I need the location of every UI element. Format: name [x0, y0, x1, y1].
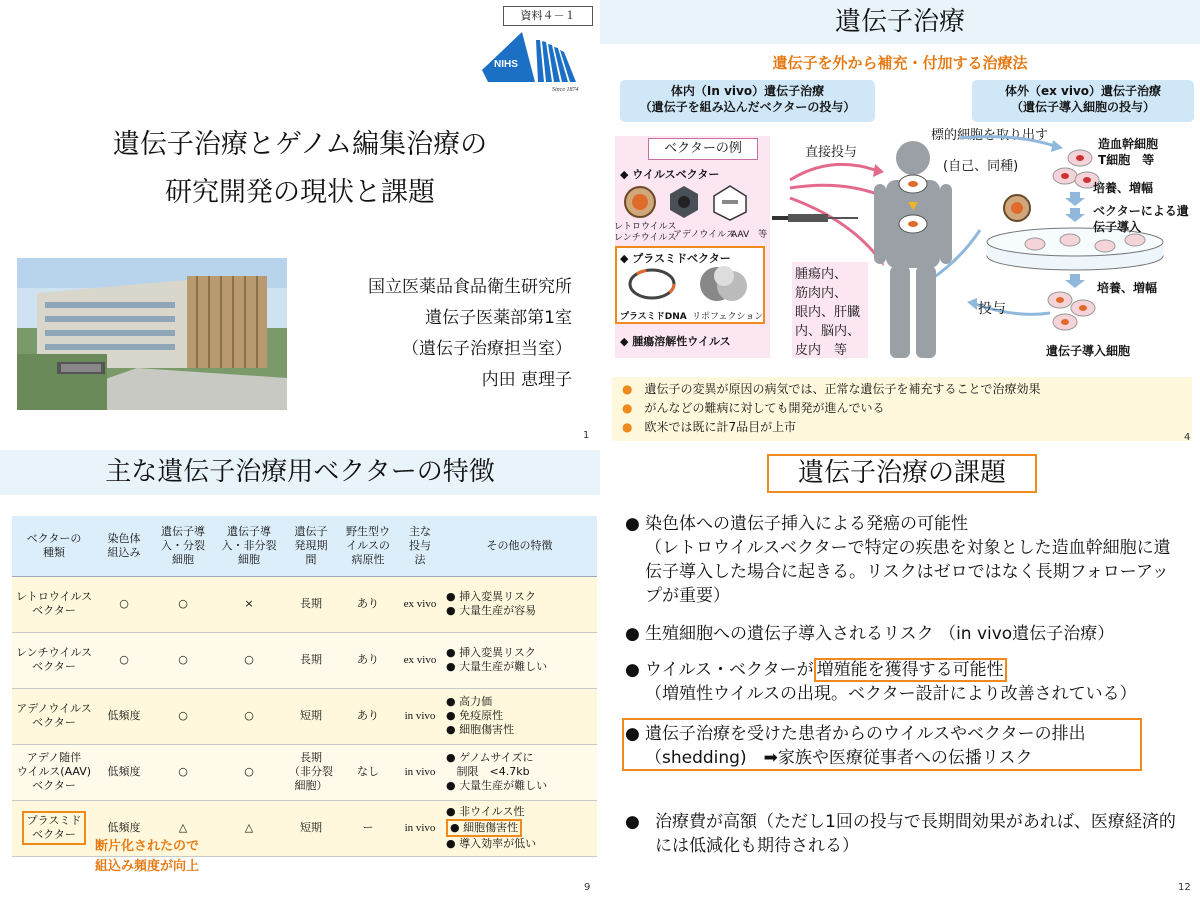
adeno-label: アデノウイルス [673, 230, 735, 240]
transduce-line2: 伝子導入 [1093, 220, 1142, 234]
cell-features: ● 高力価 ● 免疫原性 ● 細胞傷害性 [442, 688, 597, 744]
header-integration: 染色体 組込み [96, 516, 152, 576]
summary-point-1 [622, 380, 1182, 399]
page-number: 12 [1178, 882, 1191, 893]
summary-box [612, 377, 1192, 441]
title-line-1: 遺伝子治療とゲノム編集治療の [112, 129, 488, 160]
cell-integration: ○ [96, 576, 152, 632]
site-brain: 内、脳内、 [795, 324, 861, 339]
slide-title: 遺伝子治療の課題 [767, 454, 1037, 493]
author-name: 内田 恵理子 [481, 370, 572, 390]
issue-1-sub: （レトロウイルスベクターで特定の疾患を対象とした造血幹細胞に遺伝子導入した場合に起きる。リスクはゼロではなく長期フォローアップが重要） [645, 538, 1171, 606]
culture-label-1: 培養、増幅 [1093, 181, 1154, 195]
issue-3-highlight: 増殖能を獲得する可能性 [814, 658, 1007, 682]
cell-pathogenicity: あり [338, 688, 398, 744]
cell-dividing: ○ [152, 688, 214, 744]
affiliation-office: （遺伝子治療担当室） [402, 339, 572, 359]
exvivo-title: 体外（ex vivo）遺伝子治療 [1004, 84, 1162, 98]
plasmid-note [95, 837, 199, 877]
cell-name: プラスミド ベクター [12, 800, 96, 856]
header-expression: 遺伝子 発現期 間 [284, 516, 338, 576]
site-eye-liver: 眼内、肝臓 [795, 305, 861, 320]
table-header-row [12, 516, 597, 576]
retro-lenti-label [614, 222, 676, 244]
summary-text-2: がんなどの難病に対しても開発が進んでいる [644, 401, 885, 415]
cell-expression: 短期 [284, 800, 338, 856]
note-line-2: 組込み頻度が向上 [95, 859, 200, 874]
cell-integration: ○ [96, 632, 152, 688]
cell-features: ● ゲノムサイズに 制限 <4.7kb ● 大量生産が難しい [442, 744, 597, 800]
page-number: 9 [584, 882, 591, 893]
cell-route: in vivo [398, 800, 442, 856]
summary-text-3: 欧米では既に計7品目が上市 [644, 420, 797, 434]
cell-dividing: △ [152, 800, 214, 856]
culture-label-2: 培養、増幅 [1097, 281, 1158, 295]
bullet-icon: ● [625, 660, 640, 680]
bullet-icon: ● [622, 382, 633, 396]
header-dividing: 遺伝子導 入・分裂 細胞 [152, 516, 214, 576]
header-route: 主な 投与 法 [398, 516, 442, 576]
cell-name: アデノウイルス ベクター [12, 688, 96, 744]
page-number: 4 [1184, 432, 1191, 443]
admin-sites-box [792, 262, 868, 358]
site-skin: 皮内 等 [795, 343, 848, 358]
cell-pathogenicity: あり [338, 576, 398, 632]
oncolytic-virus-label: ◆ 腫瘍溶解性ウイルス [620, 335, 731, 348]
exvivo-header [972, 80, 1194, 122]
bullet-icon: ● [622, 401, 633, 415]
issue-4-line-2: （shedding) ➡家族や医療従事者への伝播リスク [645, 748, 1033, 768]
bullet-icon: ● [625, 724, 640, 744]
slide-title: 遺伝子治療 [600, 0, 1200, 44]
issue-3 [625, 658, 1185, 706]
take-out-cells-label: 標的細胞を取り出す [931, 128, 1049, 143]
cell-expression: 長期 [284, 576, 338, 632]
slide-title [0, 0, 600, 450]
cell-nondividing: △ [214, 800, 284, 856]
cell-route: in vivo [398, 688, 442, 744]
nihs-logo [480, 30, 590, 94]
exvivo-process-diagram [955, 128, 1195, 360]
building-photo [17, 258, 287, 410]
virus-vectors-icon [622, 182, 762, 222]
cell-features: ● 非ウイルス性 ● 細胞傷害性 ● 導入効率が低い [442, 800, 597, 856]
administer-label: 投与 [978, 301, 1006, 317]
cell-expression: 長期 （非分裂 細胞） [284, 744, 338, 800]
logo-text: NIHS [494, 59, 518, 70]
lipofection-label: リポフェクション [692, 312, 764, 322]
table-row-aav [12, 744, 597, 800]
issue-5-text: 治療費が高額（ただし1回の投与で長期間効果があれば、医療経済的には低減化も期待される） [655, 812, 1176, 856]
cell-integration: 低頻度 [96, 800, 152, 856]
invivo-desc: （遺伝子を組み込んだベクターの投与） [639, 100, 856, 114]
cell-features: ● 挿入変異リスク ● 大量生産が容易 [442, 576, 597, 632]
self-same-label: (自己、同種) [943, 159, 1019, 174]
page-number: 1 [583, 430, 590, 441]
slide-subtitle: 遺伝子を外から補充・付加する治療法 [772, 54, 1028, 72]
slide-title: 主な遺伝子治療用ベクターの特徴 [0, 450, 600, 495]
aav-label: AAV 等 [731, 230, 768, 240]
summary-point-3 [622, 418, 1182, 437]
bullet-icon: ● [625, 812, 640, 832]
lenti-label: レンチウイルス [614, 233, 677, 243]
slide-gene-therapy [600, 0, 1200, 450]
cell-expression: 長期 [284, 632, 338, 688]
issue-3-sub: （増殖性ウイルスの出現。ベクター設計により改善されている） [645, 684, 1137, 704]
transduced-cells-label: 遺伝子導入細胞 [1046, 344, 1131, 358]
cell-nondividing: ○ [214, 632, 284, 688]
virus-vector-label: ◆ ウイルスベクター [620, 168, 720, 181]
cell-pathogenicity: あり [338, 632, 398, 688]
table-row-adenovirus [12, 688, 597, 744]
cell-features: ● 挿入変異リスク ● 大量生産が難しい [442, 632, 597, 688]
nihs-logo-icon [480, 30, 590, 94]
cell-integration: 低頻度 [96, 688, 152, 744]
site-muscle: 筋肉内、 [795, 286, 848, 301]
header-vector-type: ベクターの 種類 [12, 516, 96, 576]
vector-characteristics-table [12, 516, 597, 857]
cell-pathogenicity: なし [338, 744, 398, 800]
header-other-features: その他の特徴 [442, 516, 597, 576]
cell-route: in vivo [398, 744, 442, 800]
plasmid-dna-label: プラスミドDNA [620, 312, 687, 322]
cell-dividing: ○ [152, 576, 214, 632]
invivo-header [620, 80, 875, 122]
affiliation-division: 遺伝子医薬部第1室 [425, 308, 572, 328]
invivo-title: 体内（In vivo）遺伝子治療 [670, 84, 825, 98]
bullet-icon: ● [625, 624, 640, 644]
plasmid-icon [622, 264, 762, 306]
cell-route: ex vivo [398, 632, 442, 688]
human-figure-icon [872, 138, 954, 360]
note-line-1: 断片化されたので [95, 839, 200, 854]
cell-name: アデノ随伴 ウイルス(AAV) ベクター [12, 744, 96, 800]
slide-vector-table [0, 450, 600, 900]
transduce-line1: ベクターによる遺 [1093, 204, 1189, 218]
cell-expression: 短期 [284, 688, 338, 744]
header-nondividing: 遺伝子導 入・非分裂 細胞 [214, 516, 284, 576]
plasmid-vector-label: ◆ プラスミドベクター [620, 252, 731, 265]
vector-examples-label: ベクターの例 [648, 138, 758, 160]
summary-point-2 [622, 399, 1182, 418]
issue-5 [625, 810, 1185, 858]
issue-1 [625, 512, 1185, 608]
title-line-2: 研究開発の現状と課題 [165, 177, 435, 208]
table-row-lentivirus [12, 632, 597, 688]
bullet-icon: ● [625, 514, 640, 534]
document-number: 資料４－１ [503, 6, 593, 26]
bullet-icon: ● [622, 420, 633, 434]
issue-3-main [645, 658, 1185, 682]
issue-4 [625, 722, 1185, 770]
issue-2 [625, 622, 1185, 646]
header-pathogenicity: 野生型ウ イルスの 病原性 [338, 516, 398, 576]
issue-2-text: 生殖細胞への遺伝子導入されるリスク （in vivo遺伝子治療） [645, 624, 1115, 644]
hsc-label: 造血幹細胞 [1098, 137, 1159, 151]
logo-since: Since 1874 [552, 87, 579, 93]
issue-1-main: 染色体への遺伝子挿入による発癌の可能性 [645, 514, 968, 534]
cell-route: ex vivo [398, 576, 442, 632]
cell-integration: 低頻度 [96, 744, 152, 800]
cell-nondividing: ○ [214, 744, 284, 800]
exvivo-desc: （遺伝子導入細胞の投与） [1010, 100, 1155, 114]
cell-types-label [1098, 136, 1158, 168]
issue-4-line-1: 遺伝子治療を受けた患者からのウイルスやベクターの排出 [645, 724, 1086, 744]
cell-nondividing: × [214, 576, 284, 632]
cell-name: レンチウイルス ベクター [12, 632, 96, 688]
summary-text-1: 遺伝子の変異が原因の病気では、正常な遺伝子を補充することで治療効果 [644, 382, 1041, 396]
cell-dividing: ○ [152, 744, 214, 800]
table-row-retrovirus [12, 576, 597, 632]
slide-gene-therapy-issues [600, 450, 1200, 900]
cell-pathogenicity: ー [338, 800, 398, 856]
site-tumor: 腫瘍内、 [795, 267, 848, 282]
cell-dividing: ○ [152, 632, 214, 688]
affiliation-institute: 国立医薬品食品衛生研究所 [368, 277, 572, 297]
cell-nondividing: ○ [214, 688, 284, 744]
transduce-label [1093, 203, 1189, 235]
retro-label: レトロウイルス [614, 222, 677, 232]
direct-admin-label: 直接投与 [805, 145, 858, 160]
tcell-label: T細胞 等 [1098, 153, 1155, 167]
cell-name: レトロウイルス ベクター [12, 576, 96, 632]
issue-3-pre: ウイルス・ベクターが [645, 660, 814, 680]
